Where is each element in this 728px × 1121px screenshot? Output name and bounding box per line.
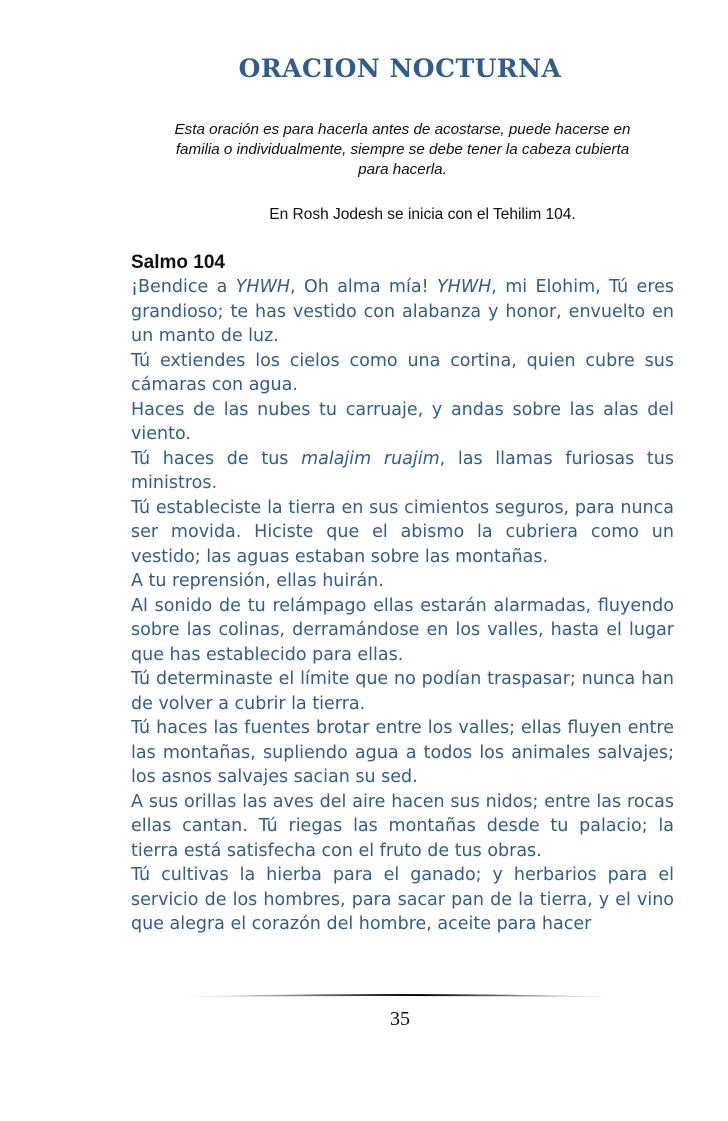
verse: A sus orillas las aves del aire hacen sus nidos; entre las rocas ellas cantan. Tú riegas las montañas desde tu palacio; la tierra está satisfecha con el fruto de tus obras. [131,791,674,861]
psalm-heading: Salmo 104 [131,252,225,273]
verse: ¡Bendice a YHWH, Oh alma mía! YHWH, mi Elohim, Tú eres grandioso; te has vestido con alabanza y honor, envuelto en un manto de luz. [131,277,675,346]
verse: Al sonido de tu relámpago ellas estarán alarmadas, fluyendo sobre las colinas, derramándose en los valles, hasta el lugar que has establecido para ellas. [131,595,674,665]
rosh-jodesh-note: En Rosh Jodesh se inicia con el Tehilim 104. [269,206,576,223]
page-number: 35 [390,1008,410,1030]
intro-line: para hacerla. [358,161,447,178]
verse: A tu reprensión, ellas huirán. [131,571,384,591]
intro-line: familia o individualmente, siempre se debe tener la cabeza cubierta [175,141,630,158]
footer-divider [175,992,620,1002]
psalm-text [131,275,674,937]
verse: Tú haces las fuentes brotar entre los valles; ellas fluyen entre las montañas, supliendo agua a todos los animales salvajes; los asnos salvajes sacian su sed. [131,718,674,787]
verse: Tú cultivas la hierba para el ganado; y herbarios para el servicio de los hombres, para sacar pan de la tierra, y el vino que alegra el corazón del hombre, aceite para hacer [131,865,674,934]
verse: Tú estableciste la tierra en sus cimientos seguros, para nunca ser movida. Hiciste que el abismo la cubriera como un vestido; las aguas estaban sobre las montañas. [131,497,674,567]
verse: Tú haces de tus malajim ruajim, las llamas furiosas tus ministros. [131,448,675,493]
intro-note [130,120,675,180]
verse: Tú determinaste el límite que no podían traspasar; nunca han de volver a cubrir la tierra. [131,669,674,714]
intro-line: Esta oración es para hacerla antes de acostarse, puede hacerse en [174,121,631,138]
page-title: ORACION NOCTURNA [238,54,562,83]
verse: Tú extiendes los cielos como una cortina, quien cubre sus cámaras con agua. [131,350,674,395]
verse: Haces de las nubes tu carruaje, y andas sobre las alas del viento. [131,399,674,444]
